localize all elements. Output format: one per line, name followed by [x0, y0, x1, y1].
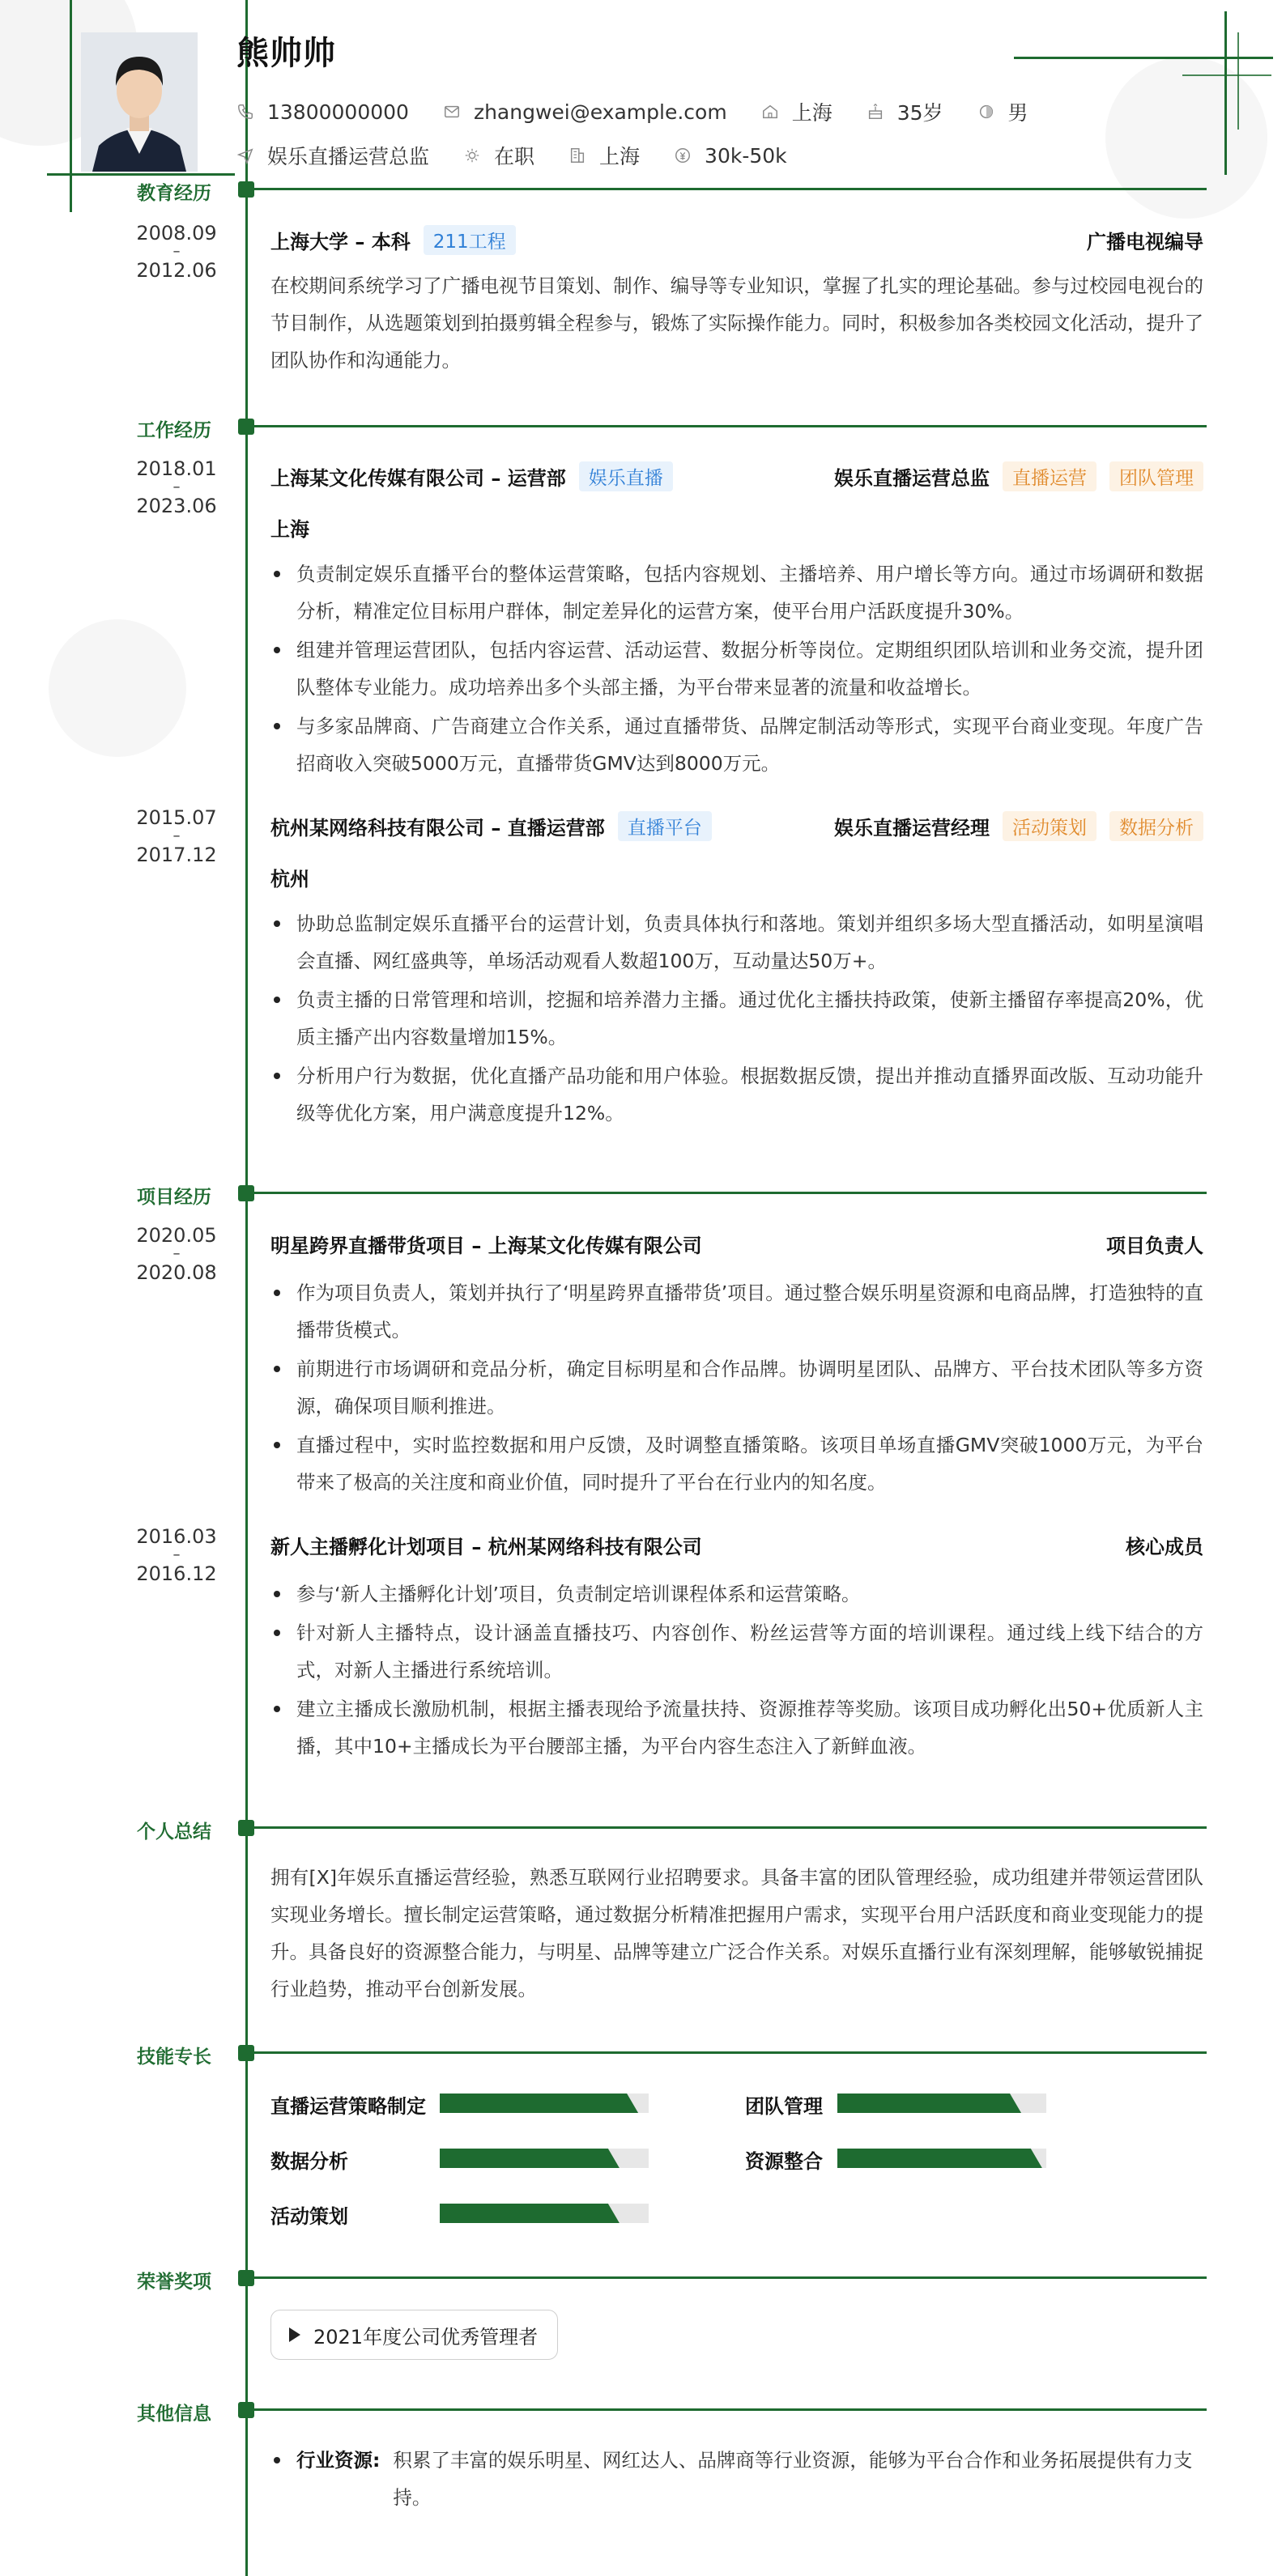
- play-icon: [289, 2327, 300, 2342]
- award-chip: [270, 2310, 558, 2360]
- section-dot: [238, 2402, 254, 2418]
- skill-bar: [440, 2149, 649, 2168]
- start-date: 2018.01: [136, 457, 217, 480]
- role-tag: 直播运营: [1003, 461, 1097, 491]
- decor-line: [47, 173, 235, 176]
- phone-item: [236, 100, 409, 124]
- skill-bar-fill: [837, 2149, 1042, 2168]
- end-date: 2023.06: [136, 495, 217, 517]
- target-position-item: [236, 141, 429, 170]
- status-value: 在职: [494, 145, 535, 168]
- list-item: 前期进行市场调研和竞品分析，确定目标明星和合作品牌。协调明星团队、品牌方、平台技术团队等多方资源，确保项目顺利推进。: [270, 1350, 1203, 1425]
- work-city: 上海: [270, 518, 309, 541]
- section-divider: [253, 188, 1207, 190]
- section-divider: [253, 425, 1207, 427]
- date-range: [136, 1226, 217, 1282]
- timeline-line: [245, 0, 248, 2576]
- building-icon: [568, 147, 586, 164]
- email-value: zhangwei@example.com: [473, 100, 727, 124]
- role-tag: 数据分析: [1109, 811, 1203, 841]
- section-title-summary: 个人总结: [137, 1821, 211, 1843]
- list-item: 分析用户行为数据，优化直播产品功能和用户体验。根据数据反馈，提出并推动直播界面改版、互动功能升级等优化方案，用户满意度提升12%。: [270, 1057, 1203, 1132]
- decor-line: [1224, 11, 1227, 175]
- end-date: 2012.06: [136, 259, 217, 282]
- skill-bar: [837, 2149, 1046, 2168]
- age-item: [867, 97, 943, 126]
- cake-icon: [867, 103, 884, 121]
- phone-value: 13800000000: [267, 100, 409, 124]
- date-range: [136, 459, 217, 516]
- skill-bar-fill: [440, 2204, 620, 2223]
- decor-circle: [1105, 57, 1267, 219]
- date-dash: –: [172, 478, 181, 495]
- other-info-value: 积累了丰富的娱乐明星、网红达人、品牌商等行业资源，能够为平台合作和业务拓展提供有力支持。: [393, 2449, 1193, 2509]
- project-bullets: [270, 1575, 1203, 1766]
- candidate-name: 熊帅帅: [236, 35, 336, 72]
- avatar: [81, 32, 198, 172]
- list-item: 协助总监制定娱乐直播平台的运营计划，负责具体执行和落地。策划并组织多场大型直播活动，如明星演唱会直播、网红盛典等，单场活动观看人数超100万，互动量达50万+。: [270, 905, 1203, 980]
- date-dash: –: [172, 827, 181, 844]
- project-role: 核心成员: [1126, 1535, 1203, 1558]
- section-divider: [253, 2276, 1207, 2279]
- list-item: 参与‘新人主播孵化计划’项目，负责制定培训课程体系和运营策略。: [270, 1575, 1203, 1613]
- list-item: 与多家品牌商、广告商建立合作关系，通过直播带货、品牌定制活动等形式，实现平台商业变现。年度广告招商收入突破5000万元，直播带货GMV达到8000万元。: [270, 708, 1203, 782]
- job-intent-row: [236, 141, 821, 170]
- school-tag: 211工程: [424, 225, 516, 255]
- role-tag: 活动策划: [1003, 811, 1097, 841]
- date-range: [136, 1527, 217, 1583]
- award-name: 2021年度公司优秀管理者: [313, 2325, 539, 2349]
- end-date: 2016.12: [136, 1562, 217, 1585]
- section-dot: [238, 1185, 254, 1201]
- salary-value: 30k-50k: [705, 143, 787, 168]
- list-item: 直播过程中，实时监控数据和用户反馈，及时调整直播策略。该项目单场直播GMV突破1000万元，为平台带来了极高的关注度和商业价值，同时提升了平台在行业内的知名度。: [270, 1426, 1203, 1501]
- skill-bar: [440, 2204, 649, 2223]
- decor-line: [1014, 57, 1273, 59]
- major: 广播电视编导: [1087, 230, 1203, 253]
- skill-name: 团队管理: [745, 2095, 823, 2118]
- company-tag: 直播平台: [618, 811, 712, 841]
- section-title-work: 工作经历: [137, 420, 211, 441]
- gender-icon: [977, 103, 995, 121]
- status-item: [463, 141, 534, 170]
- list-item: 作为项目负责人，策划并执行了‘明星跨界直播带货’项目。通过整合娱乐明星资源和电商品牌，打造独特的直播带货模式。: [270, 1274, 1203, 1349]
- list-item: 建立主播成长激励机制，根据主播表现给予流量扶持、资源推荐等奖励。该项目成功孵化出50+优质新人主播，其中10+主播成长为平台腰部主播，为平台内容生态注入了新鲜血液。: [270, 1690, 1203, 1765]
- role-tag: 团队管理: [1109, 461, 1203, 491]
- date-dash: –: [172, 243, 181, 260]
- project-entry-header: [270, 1530, 1203, 1559]
- work-city-value: 上海: [599, 145, 641, 168]
- skill-bar: [440, 2094, 649, 2113]
- work-entry-header: [270, 461, 1203, 491]
- end-date: 2020.08: [136, 1261, 217, 1284]
- email-item: [443, 100, 727, 124]
- section-title-honors: 荣誉奖项: [137, 2272, 211, 2293]
- skill-name: 直播运营策略制定: [270, 2095, 426, 2118]
- salary-item: [674, 144, 787, 168]
- work-city: 杭州: [270, 868, 309, 891]
- section-dot: [238, 2045, 254, 2061]
- school-name: 上海大学 – 本科: [270, 230, 411, 253]
- section-title-projects: 项目经历: [137, 1187, 211, 1208]
- work-bullets: [270, 555, 1203, 784]
- list-item: 针对新人主播特点，设计涵盖直播技巧、内容创作、粉丝运营等方面的培训课程。通过线上线下结合的方式，对新人主播进行系统培训。: [270, 1614, 1203, 1689]
- section-divider: [253, 2051, 1207, 2054]
- list-item: 负责制定娱乐直播平台的整体运营策略，包括内容规划、主播培养、用户增长等方向。通过市场调研和数据分析，精准定位目标用户群体，制定差异化的运营方案，使平台用户活跃度提升30%。: [270, 555, 1203, 630]
- date-range: [136, 223, 217, 280]
- section-divider: [253, 1826, 1207, 1829]
- summary-text: 拥有[X]年娱乐直播运营经验，熟悉互联网行业招聘要求。具备丰富的团队管理经验，成功组建并带领运营团队实现业务增长。擅长制定运营策略，通过数据分析精准把握用户需求，实现平台用户活跃度和商业变现能力的提升。具备良好的资源整合能力，与明星、品牌等建立广泛合作关系。对娱乐直播行业有深刻理解，能够敏锐捕捉行业趋势，推动平台创新发展。: [270, 1866, 1203, 2000]
- skill-bar-fill: [837, 2094, 1021, 2113]
- skill-name: 资源整合: [745, 2150, 823, 2173]
- project-role: 项目负责人: [1106, 1234, 1203, 1257]
- list-item: [270, 2442, 1203, 2516]
- company-name: 上海某文化传媒有限公司 – 运营部: [270, 466, 566, 490]
- decor-circle: [49, 619, 186, 757]
- date-range: [136, 808, 217, 865]
- start-date: 2016.03: [136, 1525, 217, 1548]
- section-divider: [253, 2408, 1207, 2411]
- start-date: 2015.07: [136, 806, 217, 829]
- start-date: 2008.09: [136, 222, 217, 244]
- other-info-key: 行业资源:: [296, 2449, 381, 2472]
- skill-bar-fill: [440, 2149, 620, 2168]
- job-title: 娱乐直播运营总监: [834, 466, 990, 490]
- section-dot: [238, 419, 254, 435]
- gender-value: 男: [1007, 101, 1028, 125]
- salary-icon: [674, 147, 692, 164]
- job-title: 娱乐直播运营经理: [834, 816, 990, 840]
- city-value: 上海: [791, 101, 832, 125]
- section-dot: [238, 181, 254, 198]
- company-tag: 娱乐直播: [579, 461, 673, 491]
- decor-line: [1182, 74, 1271, 76]
- list-item: 组建并管理运营团队，包括内容运营、活动运营、数据分析等岗位。定期组织团队培训和业务交流，提升团队整体专业能力。成功培养出多个头部主播，为平台带来显著的流量和收益增长。: [270, 631, 1203, 706]
- project-entry-header: [270, 1229, 1203, 1258]
- section-dot: [238, 2270, 254, 2286]
- project-bullets: [270, 1274, 1203, 1503]
- contact-row: [236, 97, 1062, 126]
- education-entry-header: [270, 225, 1203, 254]
- send-icon: [236, 147, 254, 164]
- date-dash: –: [172, 1245, 181, 1262]
- target-position-value: 娱乐直播运营总监: [267, 145, 430, 168]
- decor-line: [1237, 32, 1239, 130]
- end-date: 2017.12: [136, 844, 217, 866]
- company-name: 杭州某网络科技有限公司 – 直播运营部: [270, 816, 605, 840]
- section-title-skills: 技能专长: [137, 2047, 211, 2068]
- other-info: [270, 2442, 1203, 2516]
- project-name: 明星跨界直播带货项目 – 上海某文化传媒有限公司: [270, 1234, 702, 1257]
- date-dash: –: [172, 1546, 181, 1563]
- skill-bar-fill: [440, 2094, 638, 2113]
- decor-line: [70, 0, 72, 212]
- skill-name: 活动策划: [270, 2205, 348, 2228]
- education-description: 在校期间系统学习了广播电视节目策划、制作、编导等专业知识，掌握了扎实的理论基础。参与过校园电视台的节目制作，从选题策划到拍摄剪辑全程参与，锻炼了实际操作能力。同时，积极参加各类校园文化活动，提升了团队协作和沟通能力。: [270, 274, 1203, 372]
- mail-icon: [443, 103, 461, 121]
- phone-icon: [236, 103, 254, 121]
- gender-item: [977, 97, 1028, 126]
- section-divider: [253, 1192, 1207, 1194]
- skill-bar: [837, 2094, 1046, 2113]
- status-icon: [463, 147, 481, 164]
- city-item: [761, 97, 832, 126]
- work-entry-header: [270, 811, 1203, 840]
- work-city-item: [568, 141, 640, 170]
- skill-name: 数据分析: [270, 2150, 348, 2173]
- project-name: 新人主播孵化计划项目 – 杭州某网络科技有限公司: [270, 1535, 702, 1558]
- start-date: 2020.05: [136, 1224, 217, 1247]
- section-title-education: 教育经历: [137, 183, 211, 204]
- section-dot: [238, 1820, 254, 1836]
- age-value: 35岁: [896, 101, 943, 125]
- list-item: 负责主播的日常管理和培训，挖掘和培养潜力主播。通过优化主播扶持政策，使新主播留存率提高20%，优质主播产出内容数量增加15%。: [270, 981, 1203, 1056]
- work-bullets: [270, 905, 1203, 1133]
- home-icon: [761, 103, 779, 121]
- section-title-other: 其他信息: [137, 2404, 211, 2425]
